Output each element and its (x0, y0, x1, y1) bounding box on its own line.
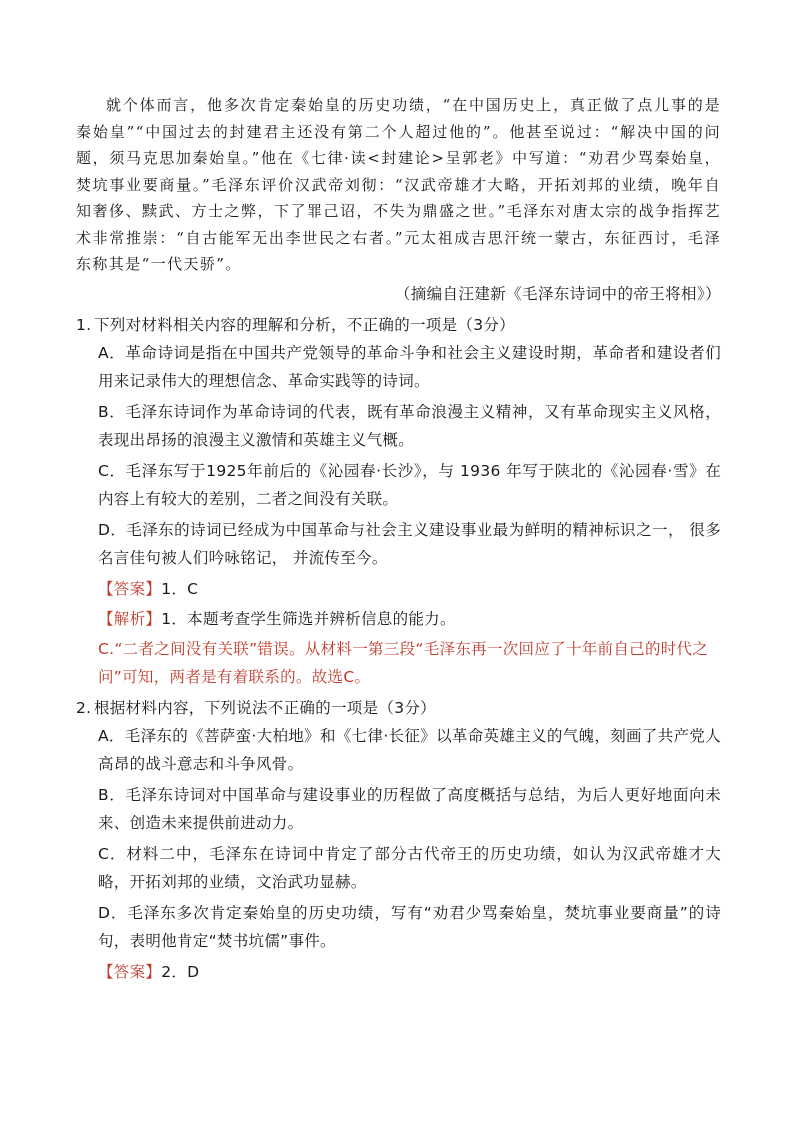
option-b: B．毛泽东诗词对中国革命与建设事业的历程做了高度概括与总结，为后人更好地面向未来、创造未来提供前进动力。 (98, 786, 721, 832)
answer-tag: 【答案】 (98, 963, 162, 981)
option-c: C．材料二中，毛泽东在诗词中肯定了部分古代帝王的历史功绩，如认为汉武帝雄才大略，开拓刘邦的业绩，文治武功显赫。 (98, 845, 721, 891)
answer-value: 2．D (161, 963, 200, 981)
explanation-text: 1．本题考查学生筛选并辨析信息的能力。 (161, 610, 456, 628)
question-number: 2. (76, 699, 92, 717)
question-number: 1. (76, 316, 92, 334)
option-a: A．毛泽东的《菩萨蛮·大柏地》和《七律·长征》以革命英雄主义的气魄，刻画了共产党人高昂的战斗意志和斗争风骨。 (98, 727, 721, 773)
explanation-tag: 【解析】 (98, 610, 162, 628)
question-section (76, 311, 721, 988)
question-text: 下列对材料相关内容的理解和分析，不正确的一项是（3分） (94, 316, 515, 334)
explanation-line (98, 605, 721, 633)
answer-line (98, 958, 721, 986)
option-d: D．毛泽东多次肯定秦始皇的历史功绩，写有“劝君少骂秦始皇，焚坑事业要商量”的诗句，表明他肯定“焚书坑儒”事件。 (98, 904, 721, 950)
option-a: A．革命诗词是指在中国共产党领导的革命斗争和社会主义建设时期，革命者和建设者们用来记录伟大的理想信念、革命实践等的诗词。 (98, 344, 721, 390)
question-1 (76, 311, 721, 691)
source-citation: （摘编自汪建新《毛泽东诗词中的帝王将相》） (394, 285, 721, 303)
question-text: 根据材料内容，下列说法不正确的一项是（3分） (94, 699, 436, 717)
option-c: C．毛泽东写于1925年前后的《沁园春·长沙》，与 1936 年写于陕北的《沁园春·雪》在内容上有较大的差别，二者之间没有关联。 (98, 462, 721, 508)
answer-tag: 【答案】 (98, 580, 162, 598)
question-stem (76, 694, 721, 722)
answer-line (98, 575, 721, 603)
option-d: D．毛泽东的诗词已经成为中国革命与社会主义建设事业最为鲜明的精神标识之一， 很多名言佳句被人们吟咏铭记， 并流传至今。 (98, 521, 721, 567)
question-stem (76, 311, 721, 339)
passage-paragraph: 就个体而言，他多次肯定秦始皇的历史功绩，“在中国历史上，真正做了点儿事的是秦始皇”“中国过去的封建君主还没有第二个人超过他的”。他甚至说过：“解决中国的问题，须马克思加秦始皇。”他在《七律·读<封建论>呈郭老》中写道：“劝君少骂秦始皇，焚坑事业要商量。”毛泽东评价汉武帝刘彻：“汉武帝雄才大略，开拓刘邦的业绩，晚年自知奢侈、黩武、方士之弊，下了罪己诏，不失为鼎盛之世。”毛泽东对唐太宗的战争指挥艺术非常推崇：“自古能军无出李世民之右者。”元太祖成吉思汗统一蒙古，东征西讨，毛泽东称其是“一代天骄”。 (76, 96, 721, 273)
question-2 (76, 694, 721, 986)
answer-value: 1．C (161, 580, 199, 598)
option-b: B．毛泽东诗词作为革命诗词的代表，既有革命浪漫主义精神，又有革命现实主义风格，表现出昂扬的浪漫主义激情和英雄主义气概。 (98, 403, 721, 449)
explanation-detail: C.“二者之间没有关联”错误。从材料一第三段“毛泽东再一次回应了十年前自己的时代之问”可知，两者是有着联系的。故选C。 (98, 640, 709, 686)
passage (76, 92, 721, 278)
